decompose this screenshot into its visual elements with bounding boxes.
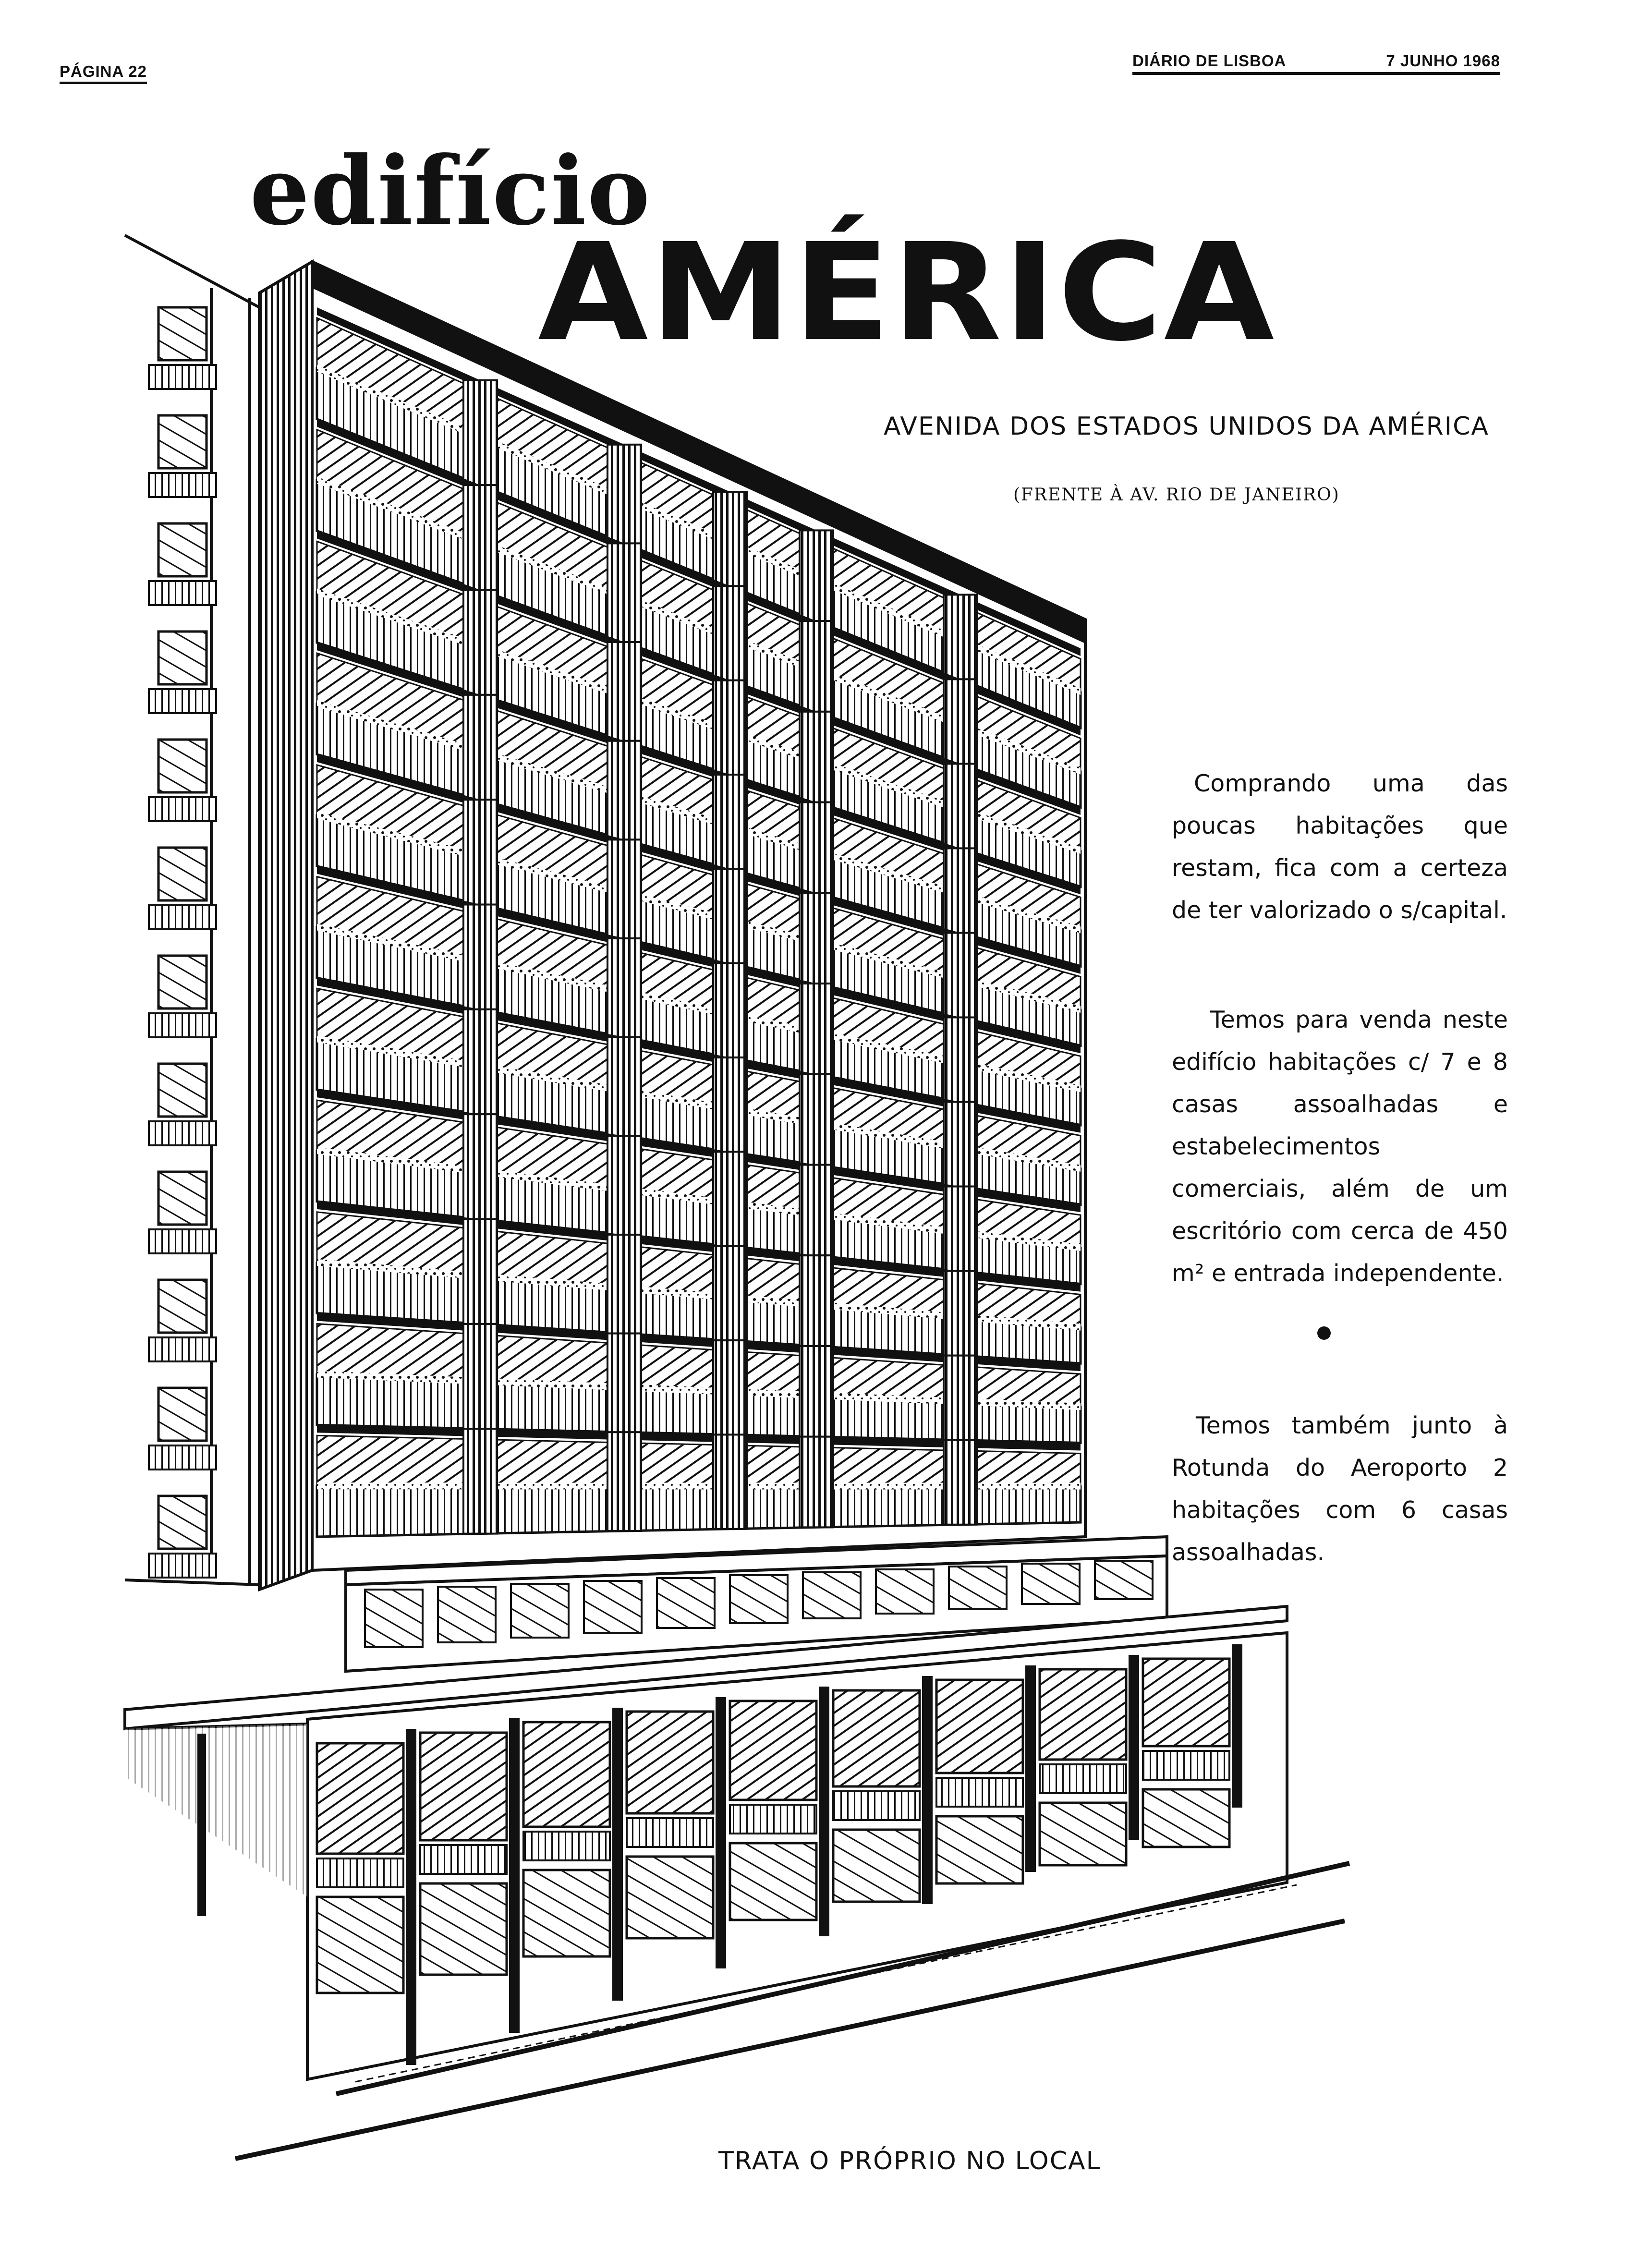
facade-pier — [607, 543, 641, 642]
facade-pier — [607, 938, 641, 1037]
neighbor-balcony — [149, 797, 216, 821]
facade-pier — [944, 1440, 977, 1525]
facade-pier — [463, 1429, 497, 1533]
facade-pier — [463, 380, 497, 485]
facade-pier — [463, 590, 497, 695]
upper-shop-window — [523, 1722, 610, 1827]
ad-paragraph-2: Temos para venda neste edifício habitações c/ 7 e 8 casas assoalhadas e estabelecimentos comerciais, além de um escritório com cerca de 450 m² e entrada independente. — [1172, 1006, 1508, 1287]
lower-shop-window — [936, 1816, 1023, 1883]
neighbor-balcony — [149, 365, 216, 389]
lower-shop-window — [730, 1843, 816, 1920]
neighbor-balcony — [149, 581, 216, 605]
shop-column — [1232, 1644, 1242, 1808]
shop-railing — [420, 1845, 507, 1874]
podium-window — [657, 1578, 715, 1628]
facade-pier — [944, 679, 977, 764]
facade-pier — [607, 1037, 641, 1136]
tower-floors — [317, 307, 1081, 1537]
neighbor-window — [158, 740, 206, 792]
facade-pier — [607, 1432, 641, 1531]
neighbor-window — [158, 956, 206, 1008]
neighbor-balcony — [149, 689, 216, 713]
facade-pier — [944, 764, 977, 848]
neighbor-window — [158, 1172, 206, 1225]
facade-pier — [800, 530, 833, 621]
facade-pier — [944, 1102, 977, 1187]
shop-column — [922, 1676, 933, 1904]
page-number: PÁGINA 22 — [60, 62, 147, 84]
neighbor-balcony — [149, 1013, 216, 1037]
shop-railing — [833, 1791, 920, 1820]
shop-railing — [317, 1858, 403, 1887]
neighbor-window — [158, 523, 206, 576]
facade-pier — [944, 595, 977, 679]
podium-window — [803, 1572, 861, 1618]
upper-shop-window — [936, 1680, 1023, 1773]
facade-pier — [463, 485, 497, 590]
upper-shop-window — [420, 1733, 507, 1840]
newspaper-masthead — [1132, 52, 1500, 75]
facade-pier — [800, 984, 833, 1074]
facade-pier — [713, 775, 747, 869]
facade-pier — [463, 800, 497, 904]
facade-pier — [713, 1434, 747, 1529]
podium-window — [1095, 1561, 1153, 1599]
facade-pier — [463, 1114, 497, 1219]
lower-shop-window — [523, 1870, 610, 1956]
lower-shop-window — [1143, 1789, 1229, 1847]
podium-window — [365, 1590, 423, 1647]
podium — [125, 1537, 1287, 2079]
shop-column — [1129, 1655, 1139, 1840]
neighbor-balcony — [149, 473, 216, 497]
ad-address-note: (FRENTE À AV. RIO DE JANEIRO) — [1013, 485, 1340, 505]
facade-pier — [607, 445, 641, 544]
facade-pier — [607, 839, 641, 938]
facade-pier — [607, 642, 641, 741]
neighbor-window — [158, 1388, 206, 1441]
upper-shop-window — [1040, 1669, 1126, 1760]
facade-pier — [607, 741, 641, 840]
neighbor-window — [158, 632, 206, 684]
issue-date: 7 JUNHO 1968 — [1386, 52, 1500, 70]
neighbor-window — [158, 848, 206, 900]
shop-railing — [523, 1832, 610, 1860]
neighbor-window — [158, 415, 206, 468]
lower-shop-window — [1040, 1803, 1126, 1865]
facade-pier — [463, 1009, 497, 1114]
shop-railing — [627, 1818, 713, 1847]
ad-paragraph-1: Comprando uma das poucas habitações que restam, fica com a certeza de ter valorizado o s/capital. — [1172, 770, 1508, 924]
lower-shop-window — [420, 1883, 507, 1975]
shop-railing — [730, 1805, 816, 1834]
neighbor-balcony — [149, 905, 216, 929]
left-neighbor-windows — [149, 307, 216, 1578]
podium-window — [730, 1575, 788, 1623]
ad-paragraph-3: Temos também junto à Rotunda do Aeroporto 2 habitações com 6 casas assoalhadas. — [1172, 1412, 1508, 1566]
upper-shop-window — [833, 1690, 920, 1786]
neighbor-balcony — [149, 1121, 216, 1145]
shop-column — [509, 1718, 520, 2033]
facade-pier — [713, 1340, 747, 1434]
neighbor-balcony — [149, 1445, 216, 1470]
shop-column — [612, 1708, 623, 2001]
facade-pier — [713, 869, 747, 963]
facade-pier — [463, 1324, 497, 1429]
neighbor-window — [158, 1496, 206, 1549]
lower-shop-window — [627, 1857, 713, 1938]
facade-pier — [800, 1165, 833, 1255]
facade-pier — [713, 963, 747, 1057]
facade-pier — [713, 586, 747, 680]
facade-pier — [800, 1346, 833, 1437]
shop-column — [716, 1697, 726, 1968]
tower — [259, 262, 1085, 1590]
shop-railing — [936, 1778, 1023, 1807]
facade-pier — [463, 1219, 497, 1324]
facade-pier — [800, 712, 833, 802]
facade-pier — [800, 893, 833, 984]
facade-pier — [944, 848, 977, 933]
shop-column — [1025, 1665, 1036, 1872]
neighbor-balcony — [149, 1229, 216, 1253]
neighbor-balcony — [149, 1337, 216, 1361]
facade-pier — [713, 492, 747, 586]
podium-window — [584, 1581, 642, 1633]
upper-shop-window — [1143, 1659, 1229, 1746]
facade-pier — [944, 1271, 977, 1356]
facade-pier — [800, 1074, 833, 1165]
lower-shop-window — [317, 1897, 403, 1993]
podium-window — [949, 1567, 1007, 1609]
newspaper-name: DIÁRIO DE LISBOA — [1132, 52, 1287, 70]
facade-pier — [713, 1246, 747, 1340]
facade-pier — [944, 1018, 977, 1102]
ad-address: AVENIDA DOS ESTADOS UNIDOS DA AMÉRICA — [884, 412, 1489, 441]
neighbor-balcony — [149, 1554, 216, 1578]
ad-footer: TRATA O PRÓPRIO NO LOCAL — [718, 2147, 1101, 2175]
facade-pier — [800, 1255, 833, 1346]
podium-window — [438, 1587, 496, 1642]
shop-railing — [1040, 1764, 1126, 1793]
facade-pier — [463, 695, 497, 800]
upper-shop-window — [730, 1701, 816, 1800]
lower-shop-window — [833, 1830, 920, 1902]
shop-railing — [1143, 1751, 1229, 1780]
shop-column — [819, 1687, 829, 1936]
facade-pier — [713, 680, 747, 775]
neighbor-window — [158, 1064, 206, 1117]
facade-pier — [713, 1152, 747, 1246]
podium-window — [511, 1584, 569, 1638]
podium-window — [876, 1569, 934, 1614]
upper-shop-window — [317, 1743, 403, 1854]
bullet-separator — [1317, 1326, 1331, 1340]
facade-pier — [607, 1334, 641, 1433]
facade-pier — [944, 1187, 977, 1271]
facade-pier — [607, 1235, 641, 1334]
facade-pier — [607, 1136, 641, 1235]
facade-pier — [800, 621, 833, 712]
neighbor-window — [158, 1280, 206, 1333]
ad-title-line1: edifício — [250, 136, 651, 246]
facade-pier — [800, 802, 833, 893]
facade-pier — [944, 933, 977, 1017]
ad-title-line2: AMÉRICA — [538, 215, 1276, 371]
neighbor-window — [158, 307, 206, 360]
shop-column — [406, 1729, 416, 2065]
facade-pier — [463, 905, 497, 1009]
facade-pier — [944, 1356, 977, 1440]
facade-pier — [713, 1057, 747, 1152]
podium-window — [1022, 1564, 1080, 1604]
upper-shop-window — [627, 1712, 713, 1813]
facade-pier — [800, 1437, 833, 1528]
